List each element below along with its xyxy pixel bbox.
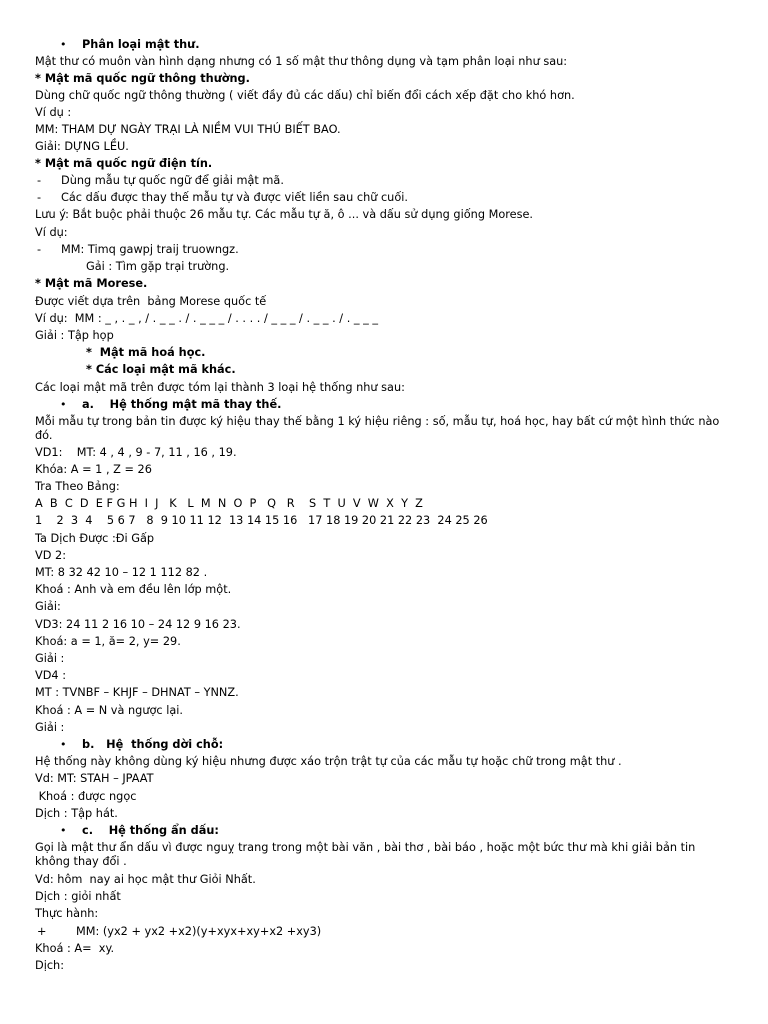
text-line: Giải : — [35, 652, 65, 665]
text-line: Ví dụ: MM : _ , . _ , / . _ _ . / . _ _ _ / . . . . / _ _ _ / . _ _ . / . _ _ _ — [35, 312, 379, 325]
text-line: Dịch : giỏi nhất — [35, 890, 121, 903]
heading-line: * Mật mã Morese. — [35, 277, 148, 290]
text-line: Dịch : Tập hát. — [35, 807, 118, 820]
text-line: Hệ thống này không dùng ký hiệu nhưng được xáo trộn trật tự của các mẫu tự hoặc chữ trong mật thư . — [35, 755, 622, 768]
heading-line: * Các loại mật mã khác. — [86, 363, 236, 376]
text-line: VD4 : — [35, 669, 67, 682]
text-line: MM: THAM DỰ NGÀY TRẠI LÀ NIỀM VUI THÚ BIẾT BAO. — [35, 123, 341, 136]
text-line: 1 2 3 4 5 6 7 8 9 10 11 12 13 14 15 16 17 18 19 20 21 22 23 24 25 26 — [35, 514, 488, 527]
heading-line: * Mật mã quốc ngữ thông thường. — [35, 72, 250, 85]
text-line: Thực hành: — [35, 907, 99, 920]
text-line: A B C D E F G H I J K L M N O P Q R S T U V W X Y Z — [35, 497, 423, 510]
text-line: Khoá: a = 1, ă= 2, y= 29. — [35, 635, 181, 648]
text-line: Dịch: — [35, 959, 65, 972]
bullet-icon: • — [60, 398, 67, 411]
text-line: Khoá : A= xy. — [35, 942, 115, 955]
plus-marker: + — [37, 925, 47, 938]
text-line: Mật thư có muôn vàn hình dạng nhưng có 1 số mật thư thông dụng và tạm phân loại như sau: — [35, 55, 568, 68]
text-line: Được viết dựa trên bảng Morese quốc tế — [35, 295, 267, 308]
heading-line: a. Hệ thống mật mã thay thế. — [82, 398, 282, 411]
text-line: Dùng mẫu tự quốc ngữ để giải mật mã. — [61, 174, 284, 187]
text-line: VD3: 24 11 2 16 10 – 24 12 9 16 23. — [35, 618, 241, 631]
text-line: Gải : Tìm gặp trại trường. — [86, 260, 230, 273]
heading-line: * Mật mã hoá học. — [86, 346, 206, 359]
text-line: Vd: hôm nay ai học mật thư Giỏi Nhất. — [35, 873, 256, 886]
bullet-icon: • — [60, 824, 67, 837]
text-paragraph: Mỗi mẫu tự trong bản tin được ký hiệu thay thế bằng 1 ký hiệu riêng : số, mẫu tự, hoá học, hay bất cứ một hình thức nào đó. — [35, 415, 720, 442]
text-line: VD1: MT: 4 , 4 , 9 - 7, 11 , 16 , 19. — [35, 446, 237, 459]
text-line: Giải: DỰNG LỀU. — [35, 140, 129, 153]
heading-line: b. Hệ thống dời chỗ: — [82, 738, 224, 751]
text-line: Khóa: A = 1 , Z = 26 — [35, 463, 152, 476]
bullet-icon: • — [60, 738, 67, 751]
text-line: Vd: MT: STAH – JPAAT — [35, 772, 154, 785]
text-line: Tra Theo Bảng: — [35, 480, 120, 493]
dash-marker: - — [37, 243, 42, 256]
dash-marker: - — [37, 191, 42, 204]
text-paragraph: Gọi là mật thư ẩn dấu vì được nguỵ trang trong một bài văn , bài thơ , bài báo , hoặc một bức thư mà khi giải bản tin không thay đổi . — [35, 841, 696, 868]
heading-line: * Mật mã quốc ngữ điện tín. — [35, 157, 213, 170]
text-line: VD 2: — [35, 549, 67, 562]
text-line: MM: (yx2 + yx2 +x2)(y+xyx+xy+x2 +xy3) — [76, 925, 322, 938]
text-line: MM: Timq gawpj traij truowngz. — [61, 243, 239, 256]
text-line: MT: 8 32 42 10 – 12 1 112 82 . — [35, 566, 208, 579]
text-line: Giải: — [35, 600, 61, 613]
text-line: Các dấu được thay thế mẫu tự và được viết liền sau chữ cuối. — [61, 191, 408, 204]
text-line: Ta Dịch Được :Đi Gấp — [35, 532, 155, 545]
text-line: Giải : Tập họp — [35, 329, 114, 342]
heading-line: c. Hệ thống ẩn dấu: — [82, 824, 219, 837]
text-line: Ví dụ : — [35, 106, 72, 119]
text-line: Lưu ý: Bắt buộc phải thuộc 26 mẫu tự. Các mẫu tự ă, ô ... và dấu sử dụng giống Morese. — [35, 208, 534, 221]
text-line: Ví dụ: — [35, 226, 68, 239]
text-line: Khoá : được ngọc — [35, 790, 137, 803]
text-line: MT : TVNBF – KHJF – DHNAT – YNNZ. — [35, 686, 239, 699]
text-line: Khoá : A = N và ngược lại. — [35, 704, 184, 717]
text-line: Khoá : Anh và em đều lên lớp một. — [35, 583, 232, 596]
dash-marker: - — [37, 174, 42, 187]
text-line: Các loại mật mã trên được tóm lại thành 3 loại hệ thống như sau: — [35, 381, 405, 394]
section-title: Phân loại mật thư. — [82, 38, 200, 51]
text-line: Dùng chữ quốc ngữ thông thường ( viết đầy đủ các dấu) chỉ biến đổi cách xếp đặt cho khó hơn. — [35, 89, 575, 102]
text-line: Giải : — [35, 721, 65, 734]
bullet-icon: • — [60, 38, 67, 51]
